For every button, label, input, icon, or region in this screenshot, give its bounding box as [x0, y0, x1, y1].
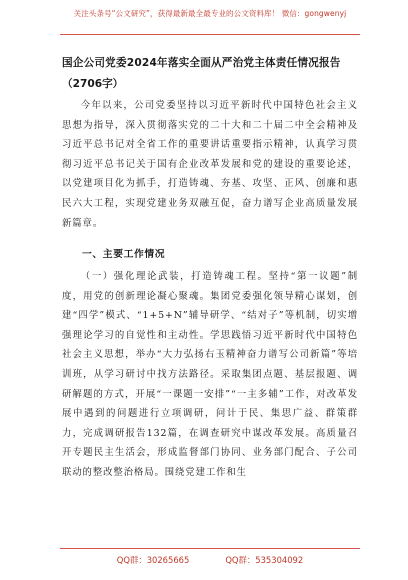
header-banner: 关注头条号“公文研究”，获得最新最全最专业的公文资料库！ 微信：gongwenyj [73, 9, 347, 18]
header-divider [60, 34, 360, 35]
section-heading: 一、主要工作情况 [82, 249, 166, 260]
document-word-count: （2706字） [62, 78, 124, 90]
document-title: 国企公司党委2024年落实全面从严治党主体责任情况报告 [62, 57, 341, 69]
section-paragraph: （一）强化理论武装，打造铸魂工程。坚持“第一议题”制度，用党的创新理论凝心聚魂。集团党委强化领导精心谋划，创建“四学”模式、“1+5+N”辅导研学、“结对子”等机制，切实增强理论学习的自觉性和主动性。学思践悟习近平新时代中国特色社会主义思想，举办“大力弘扬右玉精神奋力谱写公司新篇”等培训班，从学习研讨中找方法路径。采取集团点题、基层报题、调研解题的方式，开展“一课题一安排”“一主多辅”工作，对改革发展中遇到的问题进行立项调研，问计于民、集思广益、群策群力，完成调研报告132篇，在调查研究中谋改革发展。高质量召开专题民主生活会，形成监督部门协同、业务部门配合、子公司联动的整改整治格局。围绕党建工作和生 [62, 271, 358, 478]
intro-paragraph: 今年以来，公司党委坚持以习近平新时代中国特色社会主义思想为指导，深入贯彻落实党的二十大和二十届二中全会精神及习近平总书记对全省工作的重要讲话重要指示精神，认真学习贯彻习近平总书记关于国有企业改革发展和党的建设的重要论述，以党建项目化为抓手，打造铸魂、夯基、攻坚、正风、创廉和惠民六大工程，实现党建业务双融互促，奋力谱写企业高质量发展新篇章。 [62, 100, 358, 229]
footer-contact [60, 554, 360, 566]
footer-qq-group-1: QQ群：30265665 [116, 555, 190, 565]
footer-divider [60, 548, 360, 549]
footer-qq-group-2: QQ群：535304092 [225, 555, 304, 565]
